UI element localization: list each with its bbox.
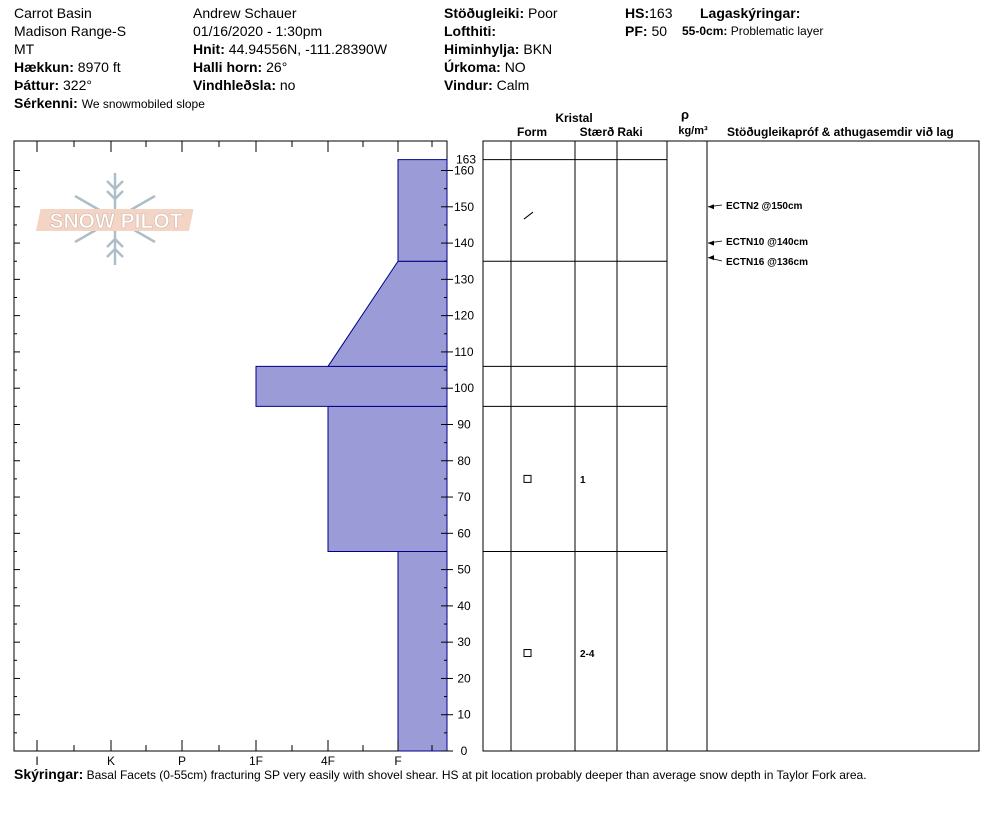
height-label-10: 10: [457, 707, 471, 722]
hardness-layer-4: [398, 160, 447, 262]
header-form: Form: [517, 125, 547, 139]
header-density-unit: kg/m³: [678, 125, 708, 137]
footer-comments: [14, 766, 867, 782]
height-label-30: 30: [457, 635, 471, 650]
header-stability-tests: Stöðugleikapróf & athugasemdir við lag: [727, 125, 954, 139]
coordinates: Hnit: 44.94556N, -111.28390W: [193, 41, 388, 57]
height-label-80: 80: [457, 453, 471, 468]
crystal-size-0: 1: [580, 474, 586, 486]
height-label-120: 120: [453, 308, 475, 323]
height-label-160: 160: [453, 163, 475, 178]
layer-table-frame: [483, 141, 979, 751]
header-size: Stærð: [579, 125, 615, 139]
height-axis-labels: [447, 153, 476, 758]
wind: Vindur: Calm: [444, 77, 530, 93]
hardness-label-P: P: [177, 754, 187, 768]
aspect: Þáttur: 322°: [14, 77, 92, 93]
height-label-0: 0: [460, 744, 468, 758]
height-label-70: 70: [457, 490, 471, 505]
height-label-50: 50: [457, 562, 471, 577]
hardness-label-I: I: [35, 754, 39, 768]
observer-name: Andrew Schauer: [193, 5, 297, 21]
hardness-profile: [256, 160, 447, 751]
sky-cover: Himinhylja: BKN: [444, 41, 553, 57]
hardness-label-K: K: [106, 754, 116, 768]
height-label-130: 130: [453, 272, 475, 287]
hardness-ticks-top: [37, 141, 432, 152]
features: Sérkenni: We snowmobiled slope: [14, 95, 205, 111]
stability-tests: [708, 201, 808, 268]
header-crystal: Kristal: [555, 111, 593, 125]
height-label-20: 20: [457, 671, 471, 686]
hs: HS:163: [625, 5, 673, 21]
footer-text: Basal Facets (0-55cm) fracturing SP very easily with shovel shear. HS at pit location probably deeper than average snow depth in Taylor Fork area.: [86, 768, 867, 782]
test-label-0: ECTN2 @150cm: [726, 201, 803, 212]
location-name: Carrot Basin: [14, 5, 92, 21]
height-label-90: 90: [457, 417, 471, 432]
header-moisture: Raki: [617, 125, 643, 139]
slope-angle: Halli horn: 26°: [193, 59, 288, 75]
footer-label: Skýringar:: [14, 766, 84, 782]
height-label-150: 150: [453, 199, 475, 214]
state: MT: [14, 41, 35, 57]
height-label-40: 40: [457, 598, 471, 613]
height-ticks-left: [14, 171, 20, 751]
test-arrow-0: [708, 204, 714, 209]
layer-note: 55-0cm: Problematic layer: [682, 24, 824, 38]
hardness-ticks-bottom: [37, 740, 432, 751]
test-arrow-1: [708, 241, 714, 246]
hardness-label-1F: 1F: [248, 754, 264, 768]
snowpilot-logo: [36, 173, 194, 265]
mountain-range: Madison Range-S: [14, 23, 127, 39]
height-label-60: 60: [457, 526, 471, 541]
stability: Stöðugleiki: Poor: [444, 5, 558, 21]
hardness-layer-0: [398, 551, 447, 751]
precipitation: Úrkoma: NO: [444, 59, 526, 75]
pf: PF: 50: [625, 23, 668, 39]
hardness-label-4F: 4F: [320, 754, 336, 768]
height-label-100: 100: [453, 381, 475, 396]
elevation: Hækkun: 8970 ft: [14, 59, 121, 75]
height-label-top: 163: [455, 152, 477, 167]
crystal-form-0: [524, 475, 531, 482]
crystal-form-1: [524, 650, 531, 657]
logo-wordmark: SNOW PILOT: [49, 210, 183, 233]
hardness-layer-2: [256, 366, 447, 406]
test-arrow-2: [708, 255, 714, 260]
header-rho: ρ: [680, 107, 690, 122]
wind-loading: Vindhleðsla: no: [193, 77, 296, 93]
crystal-form-2: [524, 212, 533, 219]
hardness-label-F: F: [394, 754, 402, 768]
hardness-layer-3: [328, 261, 447, 366]
observation-datetime: 01/16/2020 - 1:30pm: [193, 23, 323, 39]
crystal-symbols: [524, 212, 595, 660]
height-label-140: 140: [453, 236, 475, 251]
test-label-1: ECTN10 @140cm: [726, 237, 809, 248]
height-label-110: 110: [454, 344, 474, 359]
crystal-size-1: 2-4: [580, 649, 595, 661]
layer-notes-heading: Lagaskýringar:: [700, 5, 801, 21]
air-temp: Lofthiti:: [444, 23, 497, 39]
test-label-2: ECTN16 @136cm: [726, 257, 809, 268]
hardness-layer-1: [328, 406, 447, 551]
